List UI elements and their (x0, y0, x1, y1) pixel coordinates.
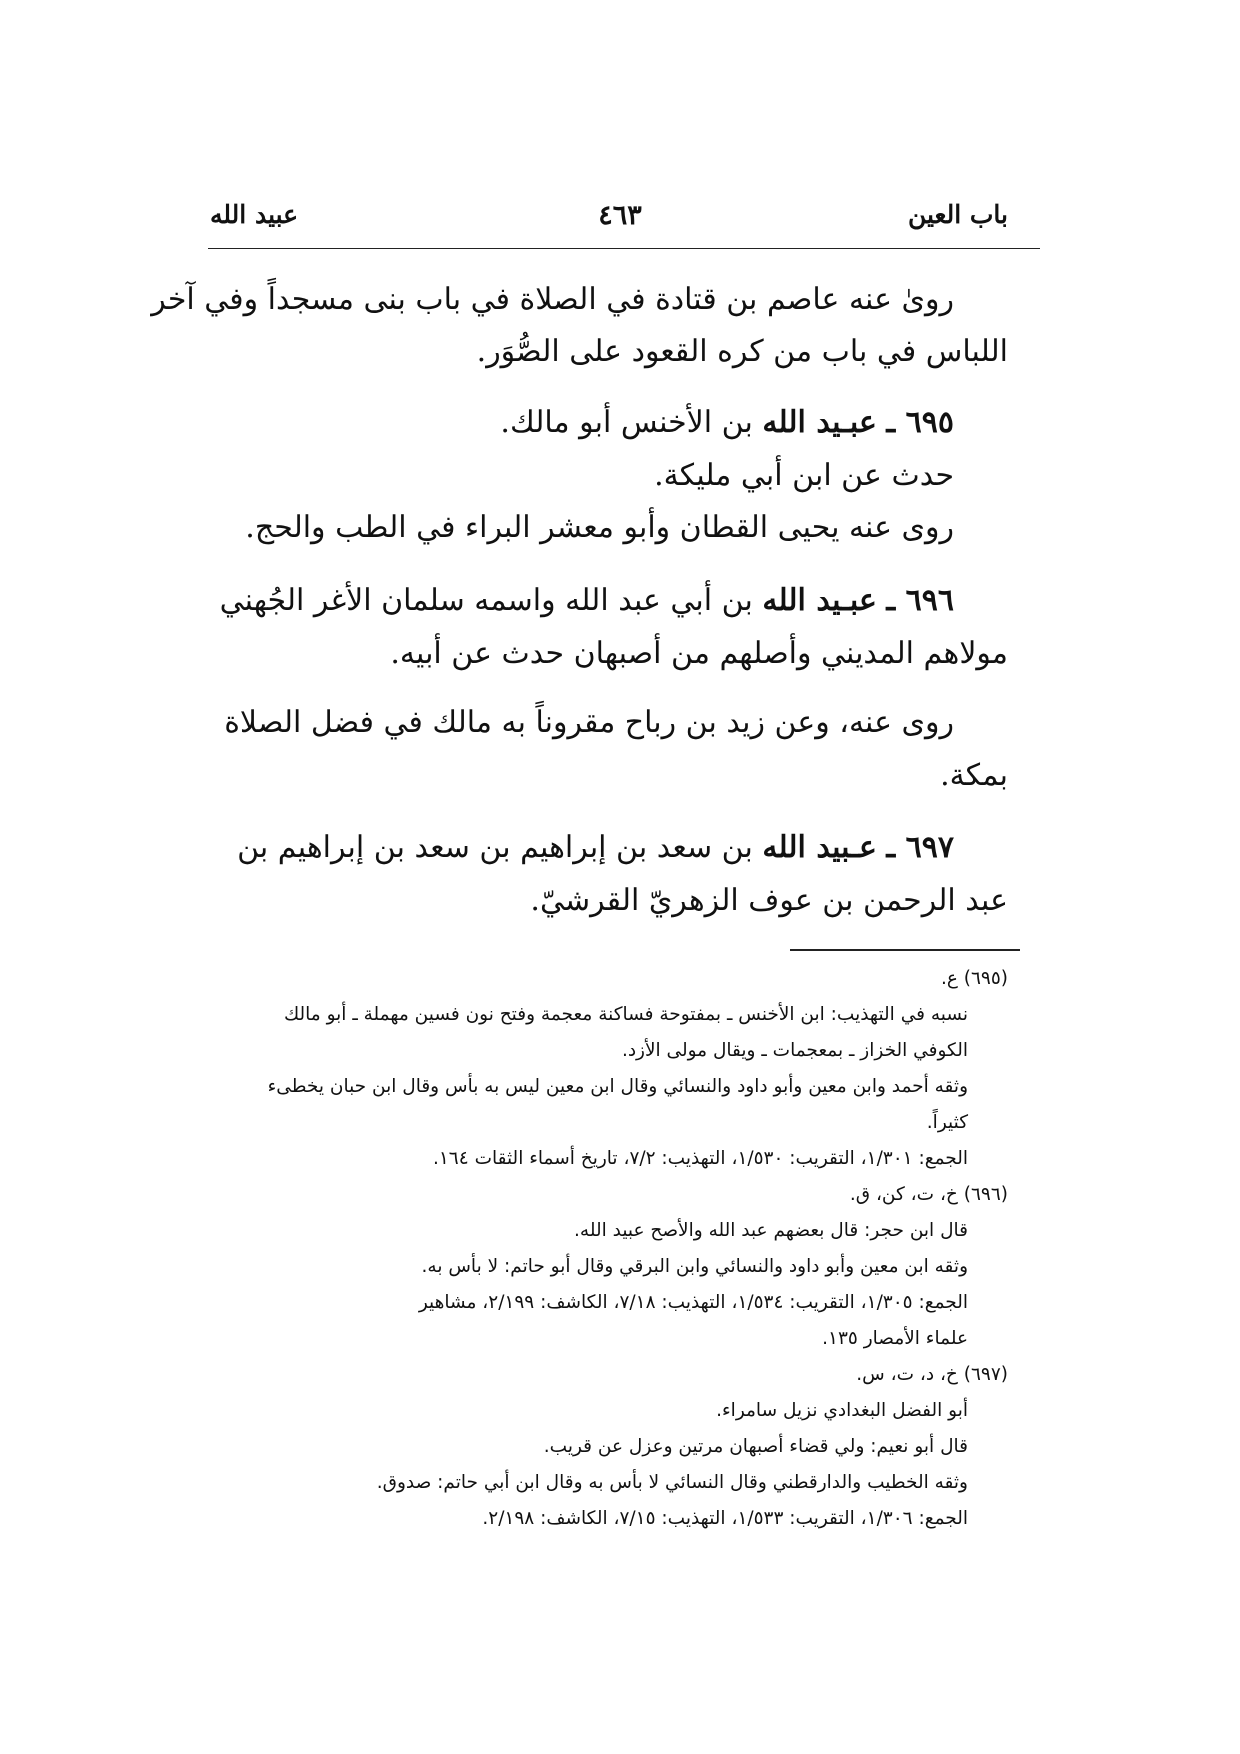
footnote-line: (٦٩٥) ع. (940, 968, 1008, 989)
footnote-line: علماء الأمصار ١٣٥. (822, 1328, 968, 1349)
entry-696-heading (220, 583, 954, 618)
footnote-line: وثقه الخطيب والدارقطني وقال النسائي لا بأس به وقال ابن أبي حاتم: صدوق. (376, 1472, 968, 1493)
entry-number: ٦٩٦ ـ (886, 583, 954, 618)
entry-text: بن أبي عبد الله واسمه سلمان الأغر الجُهني (219, 583, 753, 618)
footnote-line: قال أبو نعيم: ولي قضاء أصبهان مرتين وعزل عن قريب. (543, 1436, 968, 1457)
entry-text: بن الأخنس أبو مالك. (500, 405, 753, 440)
footnote-line: وثقه أحمد وابن معين وأبو داود والنسائي وقال ابن معين ليس به بأس وقال ابن حبان يخطىء (267, 1076, 968, 1097)
footnote-line: كثيراً. (926, 1112, 968, 1133)
entry-name: عبـيد الله (762, 583, 877, 618)
footnote-line: قال ابن حجر: قال بعضهم عبد الله والأصح عبيد الله. (574, 1220, 968, 1241)
footnote-line: (٦٩٧) خ، د، ت، س. (856, 1364, 1008, 1385)
body-line: روى عنه يحيى القطان وأبو معشر البراء في الطب والحج. (245, 510, 954, 545)
running-title: عبيد الله (210, 200, 299, 229)
footnote-line: (٦٩٦) خ، ت، كن، ق. (849, 1184, 1008, 1205)
entry-name: عبـيد الله (762, 405, 877, 440)
footnote-line: أبو الفضل البغدادي نزيل سامراء. (716, 1400, 968, 1421)
body-line: اللباس في باب من كره القعود على الصُّوَر. (476, 334, 1008, 369)
body-line: حدث عن ابن أبي مليكة. (654, 458, 954, 493)
entry-695-heading (500, 405, 954, 440)
header-rule (208, 248, 1040, 249)
entry-number: ٦٩٥ ـ (886, 405, 954, 440)
footnote-line: الجمع: ١/٣٠١، التقريب: ١/٥٣٠، التهذيب: ٧/٢، تاريخ أسماء الثقات ١٦٤. (432, 1148, 968, 1169)
footnote-line: وثقه ابن معين وأبو داود والنسائي وابن البرقي وقال أبو حاتم: لا بأس به. (421, 1256, 968, 1277)
footnote-rule (790, 949, 1020, 951)
body-line: روىٰ عنه عاصم بن قتادة في الصلاة في باب بنى مسجداً وفي آخر (151, 282, 954, 317)
entry-name: عـبيد الله (762, 830, 877, 865)
footnote-line: نسبه في التهذيب: ابن الأخنس ـ بمفتوحة فساكنة معجمة وفتح نون فسين مهملة ـ أبو مالك (283, 1004, 968, 1025)
entry-text: بن سعد بن إبراهيم بن سعد بن إبراهيم بن (237, 830, 753, 865)
body-line: بمكة. (940, 758, 1008, 793)
footnote-line: الجمع: ١/٣٠٦، التقريب: ١/٥٣٣، التهذيب: ٧/١٥، الكاشف: ٢/١٩٨. (482, 1508, 968, 1529)
entry-697-heading (237, 830, 954, 865)
page-number: ٤٦٣ (598, 200, 642, 231)
footnote-line: الجمع: ١/٣٠٥، التقريب: ١/٥٣٤، التهذيب: ٧/١٨، الكاشف: ٢/١٩٩، مشاهير (418, 1292, 968, 1313)
body-line: مولاهم المديني وأصلهم من أصبهان حدث عن أبيه. (390, 636, 1008, 671)
footnote-line: الكوفي الخزاز ـ بمعجمات ـ ويقال مولى الأزد. (621, 1040, 968, 1061)
body-line: عبد الرحمن بن عوف الزهريّ القرشيّ. (530, 883, 1008, 918)
chapter-header: باب العين (907, 200, 1008, 229)
entry-number: ٦٩٧ ـ (886, 830, 954, 865)
body-line: روى عنه، وعن زيد بن رباح مقروناً به مالك في فضل الصلاة (224, 705, 954, 740)
